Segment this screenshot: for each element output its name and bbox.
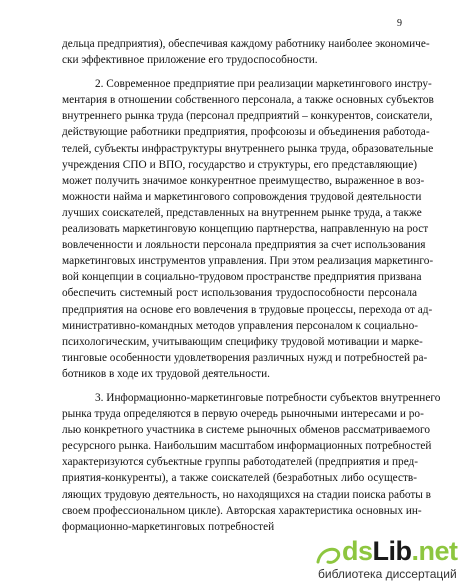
text-line: действующие работники предприятия, профсоюзы и объединения работода- [62,126,430,139]
text-line: лучших соискателей, представленных на внутреннем рынке труда, а также [62,206,422,219]
swirl-icon [314,542,342,570]
text-line: вовлеченности и лояльности персонала предприятия за счет использования [62,239,426,252]
text-line: тинговые особенности удовлетворения различных нужд и потребностей ра- [62,351,428,364]
text-line: ментария в отношении собственного персонала, а также основных субъектов [62,94,434,107]
text-line: реализовать маркетинговую концепцию партнерства, направленную на рост [62,223,429,236]
page-number: 9 [397,18,402,29]
text-line: ски эффективное приложение его трудоспособности. [62,54,318,67]
text-line: вой концепции в социально-трудовом пространстве предприятия призвана [62,271,422,284]
text-line: ляющих трудовую деятельность, но находящихся на стадии поиска работы в [62,488,432,501]
text-line: формационно-маркетинговых потребностей [62,520,275,533]
logo-text: dsLib.net [342,536,458,566]
text-line: ботников в ходе их трудовой деятельности. [62,367,270,380]
text-line: маркетинговых инструментов управления. При этом реализация маркетинго- [62,255,434,268]
watermark-logo [270,536,458,582]
logo-subtitle: библиотека диссертаций [318,567,457,581]
text-line: приятия-конкуренты), а также соискателей (безработных либо осуществ- [62,472,417,485]
paragraph-3 [62,390,441,535]
text-line: своем профессиональном цикле). Авторская характеристика основных ин- [62,504,422,517]
text-line: обеспечить системный рост использования трудоспособности персонала [62,287,417,300]
text-line: 3. Информационно-маркетинговые потребности субъектов внутреннего [95,391,441,404]
text-line: предприятия на основе его вовлечения в трудовые процессы, перехода от ад- [62,303,433,316]
text-line: министративно-командных методов управления персоналом к социально- [62,319,418,332]
text-line: рынка труда определяются в первую очередь рыночными интересами и ро- [62,408,424,421]
text-line: психологическим, учитывающим специфику трудовой мотивации и марке- [62,335,423,348]
text-line: внутреннего рынка труда (персонал предприятий – конкурентов, соискатели, [62,110,433,123]
text-line: 2. Современное предприятие при реализации маркетингового инстру- [95,78,432,91]
text-line: ресурсного рынка. Наибольшим масштабом информационных потребностей [62,440,432,453]
paragraph-1 [62,36,430,68]
paragraph-2 [62,76,434,382]
text-line: учреждения СПО и ВПО, государство и структуры, его представляющие) [62,158,417,171]
text-line: телей, субъекты инфраструктуры внутреннего рынка труда, образовательные [62,142,434,155]
text-line: может получить значимое конкурентное преимущество, выраженное в воз- [62,174,425,187]
text-line: характеризуются субъектные группы работодателей (предприятия и пред- [62,456,419,469]
text-line: дельца предприятия), обеспечивая каждому работнику наиболее экономиче- [62,38,430,50]
text-line: лью конкретного участника в системе рыночных обменов рассматриваемого [62,424,430,437]
document-body [62,36,441,535]
text-line: можности найма и маркетингового сопровождения трудовой деятельности [62,190,422,203]
